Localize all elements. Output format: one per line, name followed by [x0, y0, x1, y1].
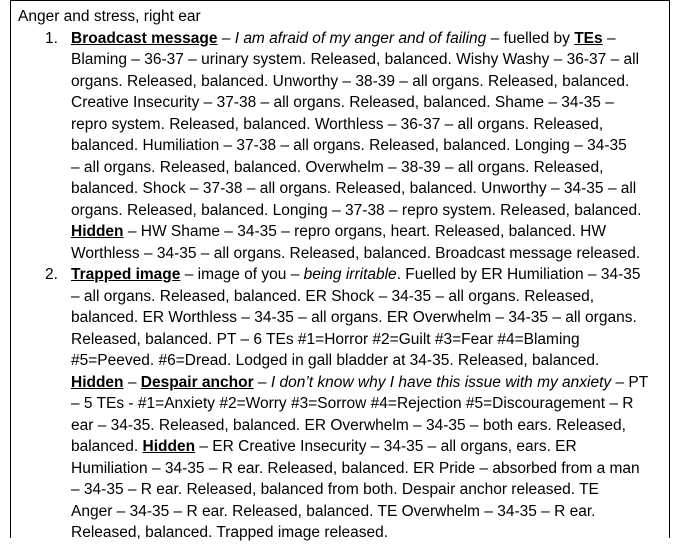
text-line — [71, 372, 661, 394]
text-run: – — [602, 29, 616, 47]
text-run: Humiliation – 34-35 – R ear. Released, balanced. ER Pride – absorbed from a man — [71, 459, 640, 477]
underlined-label: Despair anchor — [140, 373, 254, 391]
text-run: – fuelled by — [486, 29, 575, 47]
text-run: – — [253, 373, 271, 391]
text-run: Released, balanced. PT – 6 TEs #1=Horror #2=Guilt #3=Fear #4=Blaming — [71, 330, 580, 348]
text-line — [71, 178, 661, 200]
text-line — [71, 350, 661, 372]
text-line — [71, 307, 661, 329]
text-line — [71, 415, 661, 437]
text-run: – 34-35 – R ear. Released, balanced from both. Despair anchor released. TE — [71, 481, 599, 498]
text-line — [71, 71, 661, 93]
text-run: ear – 34-35. Released, balanced. ER Overwhelm – 34-35 – both ears. Released, — [71, 416, 626, 434]
list-item — [45, 264, 661, 544]
text-run: #5=Peeved. #6=Dread. Lodged in gall bladder at 34-35. Released, balanced. — [71, 352, 600, 369]
list-item — [45, 28, 661, 265]
text-run: – — [217, 29, 235, 47]
text-line — [71, 286, 661, 308]
underlined-label: Hidden — [142, 438, 196, 455]
italic-quote: I am afraid of my anger and of failing — [234, 29, 487, 47]
text-line — [71, 200, 661, 222]
text-line — [71, 264, 661, 286]
italic-quote: being irritable — [303, 266, 397, 283]
text-run: Blaming – 36-37 – urinary system. Released, balanced. Wishy Washy – 36-37 – all — [71, 51, 640, 68]
text-run: . Fuelled by ER Humiliation – 34-35 — [396, 266, 641, 283]
text-line — [71, 522, 661, 544]
text-run: – image of you – — [180, 266, 304, 283]
text-line — [71, 92, 661, 114]
list-item-number: 1. — [45, 29, 58, 47]
text-line — [71, 329, 661, 351]
text-run: Creative Insecurity – 37-38 – all organs. Released, balanced. Shame – 34-35 – — [71, 94, 614, 111]
document-heading: Anger and stress, right ear — [18, 8, 201, 25]
underlined-label: Hidden — [71, 223, 124, 240]
text-line — [71, 393, 661, 415]
text-run: organs. Released, balanced. Longing – 37-38 – repro system. Released, balanced. — [71, 201, 642, 219]
text-line — [71, 436, 661, 458]
text-run: – 5 TEs - #1=Anxiety #2=Worry #3=Sorrow #4=Rejection #5=Discouragement – R — [71, 395, 634, 412]
text-run: Released, balanced. Trapped image released. — [71, 524, 389, 541]
text-line — [71, 243, 661, 265]
text-line — [71, 135, 661, 157]
text-run: – all organs. Released, balanced. ER Shock – 34-35 – all organs. Released, — [71, 287, 595, 305]
text-run: – — [123, 373, 141, 391]
numbered-list — [45, 28, 661, 544]
text-line — [71, 479, 661, 501]
text-run: repro system. Released, balanced. Worthless – 36-37 – all organs. Released, — [71, 115, 604, 133]
text-run: balanced. Shock – 37-38 – all organs. Released, balanced. Unworthy – 34-35 – all — [71, 180, 637, 197]
text-line — [71, 49, 661, 71]
text-run: – HW Shame – 34-35 – repro organs, heart. Released, balanced. HW — [123, 223, 607, 240]
text-run: organs. Released, balanced. Unworthy – 38-39 – all organs. Released, balanced. — [71, 72, 630, 90]
italic-quote: I don’t know why I have this issue with my anxiety — [270, 373, 612, 391]
text-line — [71, 114, 661, 136]
text-line — [71, 501, 661, 523]
underlined-label: TEs — [574, 29, 603, 47]
text-run: Anger – 34-35 – R ear. Released, balanced. TE Overwhelm – 34-35 – R ear. — [71, 502, 596, 520]
text-run: – PT — [611, 373, 649, 391]
text-line — [71, 28, 661, 50]
text-line — [71, 157, 661, 179]
text-run: – all organs. Released, balanced. Overwhelm – 38-39 – all organs. Released, — [71, 158, 604, 176]
underlined-label: Broadcast message — [71, 29, 218, 47]
text-run: balanced. Humiliation – 37-38 – all organs. Released, balanced. Longing – 34-35 — [71, 137, 627, 154]
text-line — [71, 221, 661, 243]
text-line — [71, 458, 661, 480]
list-item-number: 2. — [45, 266, 58, 283]
text-run: balanced. ER Worthless – 34-35 – all organs. ER Overwhelm – 34-35 – all organs. — [71, 309, 637, 326]
text-run: balanced. — [71, 438, 143, 455]
text-run: – ER Creative Insecurity – 34-35 – all organs, ears. ER — [195, 438, 577, 455]
text-run: Worthless – 34-35 – all organs. Released, balanced. Broadcast message released. — [71, 244, 641, 262]
underlined-label: Trapped image — [71, 266, 181, 283]
underlined-label: Hidden — [71, 373, 124, 391]
